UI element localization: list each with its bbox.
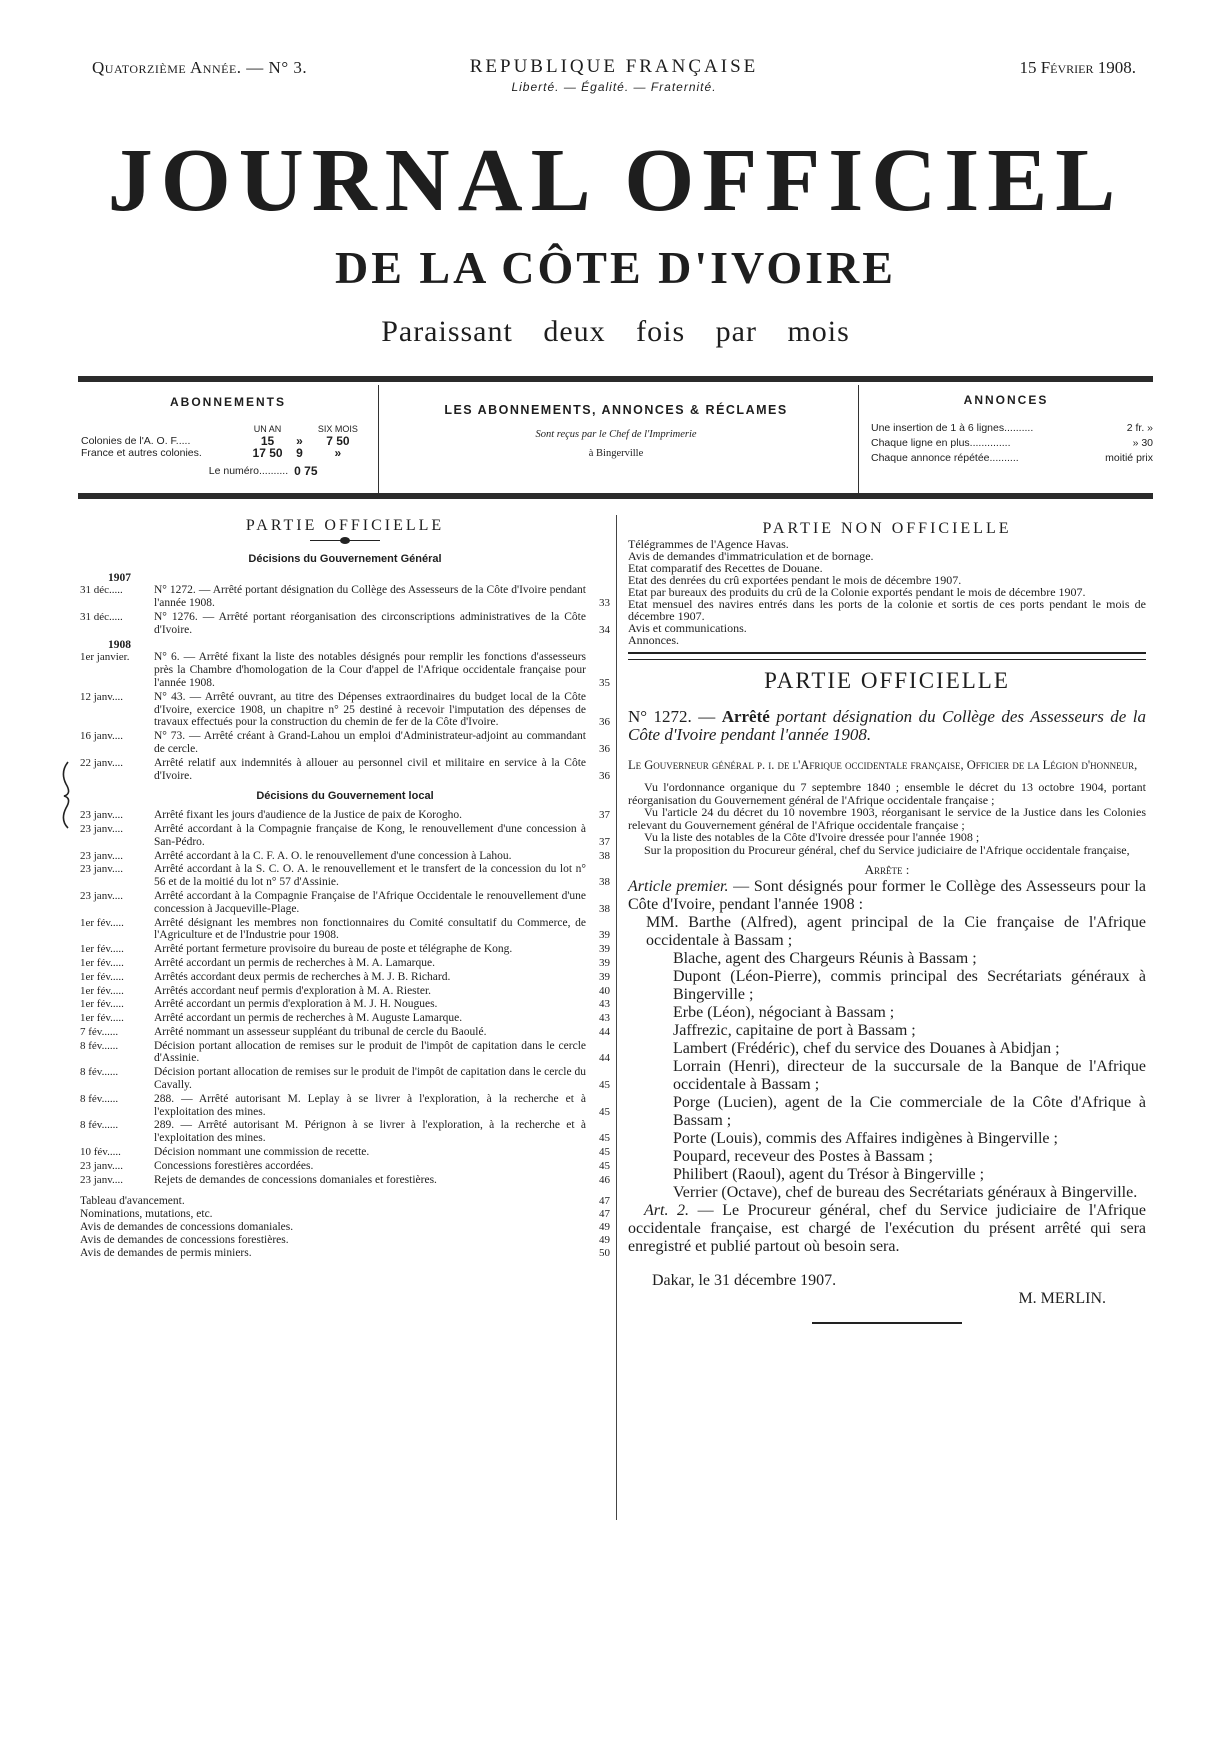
non-official-item: Télégrammes de l'Agence Havas.	[628, 537, 789, 551]
member-item: Verrier (Octave), chef de bureau des Secrétariats généraux à Bingerville.	[673, 1184, 1138, 1201]
annonce-rate-price: » 30	[1132, 437, 1153, 449]
misc-entry-page: 47	[599, 1195, 610, 1208]
considerations-list	[628, 781, 1146, 856]
toc-entry-page: 45	[599, 1146, 610, 1159]
gov-general-heading: Décisions du Gouvernement Général	[248, 552, 442, 565]
toc-entry	[80, 1012, 610, 1025]
toc-entry	[80, 1026, 610, 1039]
toc-entry-page: 43	[599, 1012, 610, 1025]
misc-entry-text: Avis de demandes de concessions domaniales.	[80, 1221, 294, 1234]
non-official-item: Annonces.	[628, 633, 679, 647]
toc-entry-text: Arrêté accordant à la C. F. A. O. le renouvellement d'une concession à Lahou.	[154, 849, 512, 862]
toc-entry-date: 8 fév......	[80, 1119, 119, 1132]
toc-entry	[80, 809, 610, 822]
toc-entry-page: 38	[599, 849, 610, 862]
gov-general-1907-list	[80, 584, 610, 636]
toc-entry-text: 288. — Arrêté autorisant M. Leplay à se livrer à l'exploration, à la recherche et à l'exploitation des mines.	[154, 1092, 586, 1118]
toc-entry	[80, 823, 610, 849]
toc-entry-text: Arrêté relatif aux indemnités à allouer au personnel civil et militaire en service à la Côte d'Ivoire.	[154, 756, 586, 782]
arrete-word-bold: Arrêté	[721, 707, 770, 726]
subscriptions-info-heading: LES ABONNEMENTS, ANNONCES & RÉCLAMES	[444, 403, 788, 417]
toc-entry-page: 39	[599, 970, 610, 983]
misc-entry	[80, 1221, 610, 1234]
toc-entry-text: Arrêté désignant les membres non fonctionnaires du Comité consultatif du Commerce, de l'Agriculture et de l'Industrie pour 1908.	[154, 916, 586, 942]
toc-entry-date: 23 janv....	[80, 822, 123, 835]
member-item: MM. Barthe (Alfred), agent principal de la Cie française de l'Afrique occidentale à Bassam ;	[646, 914, 1146, 949]
article-two-label: Art. 2.	[644, 1202, 690, 1219]
partie-non-officielle-heading: PARTIE NON OFFICIELLE	[762, 520, 1012, 537]
member-item: Lorrain (Henri), directeur de la succursale de la Banque de l'Afrique occidentale à Bassam ;	[673, 1058, 1146, 1093]
toc-entry-page: 36	[599, 742, 610, 755]
toc-entry-date: 22 janv....	[80, 756, 123, 769]
republic-block	[92, 56, 1136, 94]
toc-entry-page: 43	[599, 998, 610, 1011]
misc-entry	[80, 1195, 610, 1208]
toc-entry	[80, 1160, 610, 1173]
misc-entry-page: 49	[599, 1233, 610, 1246]
article-one-text: — Sont désignés pour former le Collège des Assesseurs pour la Côte d'Ivoire, pendant l'année 1908 :	[628, 878, 1147, 913]
article-one	[628, 878, 1146, 914]
non-official-item: Avis de demandes d'immatriculation et de bornage.	[628, 549, 874, 563]
non-official-item: Avis et communications.	[628, 621, 747, 635]
misc-list	[80, 1195, 610, 1259]
toc-entry-page: 35	[599, 676, 610, 689]
toc-entry-text: 289. — Arrêté autorisant M. Pérignon à se livrer à l'exploration, à la recherche et à l'exploitation des mines.	[154, 1119, 586, 1145]
toc-entry	[80, 651, 610, 689]
article-one-label: Article premier.	[628, 878, 729, 895]
member-item: Poupard, receveur des Postes à Bassam ;	[673, 1148, 933, 1165]
article-two-text: — Le Procureur général, chef du Service judiciaire de l'Afrique occidentale française, est chargé de l'exécution du présent arrêté qui sera enregistré et publié partout où besoin sera.	[628, 1202, 1147, 1255]
signature-block	[628, 1272, 1146, 1308]
toc-entry-date: 1er fév.....	[80, 970, 124, 983]
annonces-heading: ANNONCES	[963, 393, 1049, 407]
header-top-line	[92, 56, 1136, 94]
toc-entry	[80, 957, 610, 970]
toc-entry-text: Arrêté accordant un permis d'exploration à M. J. H. Nougues.	[154, 998, 438, 1011]
subscriptions-panel	[78, 395, 378, 477]
toc-entry-page: 38	[599, 902, 610, 915]
article-two	[628, 1202, 1146, 1256]
toc-entry	[80, 1174, 610, 1187]
governor-line: Le Gouverneur général p. i. de l'Afrique occidentale française, Officier de la Légion d'honneur,	[628, 758, 1138, 772]
toc-entry	[80, 584, 610, 610]
member-item: Porte (Louis), commis des Affaires indigènes à Bingerville ;	[673, 1130, 1058, 1147]
toc-entry-text: Arrêté fixant les jours d'audience de la Justice de paix de Korogho.	[154, 809, 462, 822]
non-official-list	[628, 538, 1146, 646]
arrete-number: N° 1272. —	[628, 707, 716, 726]
toc-entry-text: Décision nommant une commission de recette.	[154, 1146, 370, 1159]
left-column	[80, 517, 610, 1259]
toc-entry-text: Arrêté accordant un permis de recherches à M. A. Lamarque.	[154, 956, 435, 969]
toc-entry-date: 23 janv....	[80, 809, 123, 822]
member-item: Jaffrezic, capitaine de port à Bassam ;	[673, 1022, 916, 1039]
subscriptions-heading: ABONNEMENTS	[169, 395, 286, 409]
subscription-sep: 9	[296, 446, 303, 460]
subscription-label: France et autres colonies.	[81, 447, 202, 459]
toc-entry-date: 1er fév.....	[80, 984, 124, 997]
column-divider	[616, 515, 617, 1520]
toc-entry-text: Arrêté accordant à la S. C. O. A. le renouvellement et le transfert de la concession du lot n° 56 et de la moitié du lot n° 57 d'Assinie.	[154, 863, 586, 889]
toc-entry-date: 1er fév.....	[80, 1012, 124, 1025]
misc-entry	[80, 1247, 610, 1260]
issue-date: 15 Février 1908.	[1019, 58, 1136, 77]
gov-local-list	[80, 809, 610, 1186]
toc-entry-page: 36	[599, 716, 610, 729]
place-date: Dakar, le 31 décembre 1907.	[652, 1272, 837, 1289]
member-item: Dupont (Léon-Pierre), commis principal des Secrétariats généraux à Bingerville ;	[673, 968, 1146, 1003]
misc-entry-text: Avis de demandes de permis miniers.	[80, 1246, 252, 1259]
single-issue-row	[78, 465, 368, 477]
toc-entry-date: 8 fév......	[80, 1066, 119, 1079]
arrete-decree-word: Arrête :	[864, 862, 910, 877]
misc-entry-page: 50	[599, 1246, 610, 1259]
toc-entry-text: Arrêté portant fermeture provisoire du bureau de poste et télégraphe de Kong.	[154, 943, 513, 956]
member-item: Porge (Lucien), agent de la Cie commerciale de la Côte d'Afrique à Bassam ;	[673, 1094, 1146, 1129]
consideration-item: Vu l'article 24 du décret du 10 novembre 1903, réorganisant le service de la Justice dans les Colonies relevant du Gouvernement général de l'Afrique occidentale française ;	[628, 805, 1146, 832]
annonces-panel	[859, 393, 1153, 464]
misc-entry-page: 49	[599, 1221, 610, 1234]
double-rule	[628, 652, 1146, 660]
annonce-rate-price: moitié prix	[1105, 452, 1153, 464]
toc-entry-page: 44	[599, 1052, 610, 1065]
issue-number: Quatorzième Année. — N° 3.	[92, 58, 308, 77]
signature-name: M. MERLIN.	[1018, 1290, 1106, 1307]
subscription-row	[78, 435, 368, 447]
toc-entry-text: Arrêté accordant à la Compagnie Française de l'Afrique Occidentale le renouvellement d'une concession à Jacqueville-Plage.	[154, 889, 586, 915]
annonce-rate-row	[859, 437, 1153, 449]
toc-entry-date: 23 janv....	[80, 1173, 123, 1186]
subscription-box	[78, 385, 1153, 495]
annonce-rate-row	[859, 422, 1153, 434]
toc-entry-text: Rejets de demandes de concessions domaniales et forestières.	[154, 1173, 437, 1186]
consideration-item: Sur la proposition du Procureur général, chef du Service judiciaire de l'Afrique occidentale française,	[644, 842, 1130, 857]
toc-entry-date: 23 janv....	[80, 1159, 123, 1172]
toc-entry-date: 1er fév.....	[80, 956, 124, 969]
toc-entry-date: 1er fév.....	[80, 998, 124, 1011]
subscriptions-place: à Bingerville	[588, 448, 644, 459]
annonce-rate-price: 2 fr. »	[1126, 422, 1153, 434]
toc-entry-text: Arrêté accordant un permis de recherches à M. Auguste Lamarque.	[154, 1012, 463, 1025]
toc-entry	[80, 1040, 610, 1066]
toc-entry-text: Arrêtés accordant neuf permis d'exploration à M. A. Riester.	[154, 984, 432, 997]
toc-entry	[80, 943, 610, 956]
toc-entry-page: 37	[599, 835, 610, 848]
toc-entry	[80, 850, 610, 863]
toc-entry-text: N° 1272. — Arrêté portant désignation du Collège des Assesseurs de la Côte d'Ivoire pendant l'année 1908.	[154, 584, 586, 610]
toc-entry-date: 31 déc.....	[80, 584, 123, 597]
toc-entry-page: 44	[599, 1025, 610, 1038]
gov-general-1908-list	[80, 651, 610, 782]
toc-entry-page: 45	[599, 1079, 610, 1092]
toc-entry-date: 23 janv....	[80, 863, 123, 876]
toc-entry-date: 10 fév.....	[80, 1146, 121, 1159]
gov-local-heading: Décisions du Gouvernement local	[256, 790, 434, 803]
non-official-item: Etat mensuel des navires entrés dans les ports de la colonie et sortis de ces ports pendant le mois de décembre 1907.	[628, 597, 1146, 623]
misc-entry	[80, 1234, 610, 1247]
toc-entry	[80, 730, 610, 756]
toc-entry-text: Arrêtés accordant deux permis de recherches à M. J. B. Richard.	[154, 970, 451, 983]
annonce-rate-label: Une insertion de 1 à 6 lignes..........	[871, 422, 1034, 434]
consideration-item: Vu la liste des notables de la Côte d'Ivoire dressée pour l'année 1908 ;	[644, 830, 980, 844]
col-six-months: SIX MOIS	[317, 424, 358, 434]
toc-entry-date: 23 janv....	[80, 889, 123, 902]
toc-entry-date: 7 fév......	[80, 1025, 119, 1038]
toc-entry-text: Arrêté accordant à la Compagnie française de Kong, le renouvellement d'une concession à San-Pédro.	[154, 822, 586, 848]
toc-entry-page: 37	[599, 809, 610, 822]
toc-entry	[80, 1146, 610, 1159]
toc-entry-page: 38	[599, 876, 610, 889]
toc-entry-page: 45	[599, 1132, 610, 1145]
non-official-item: Etat par bureaux des produits du crû de la Colonie exportés pendant le mois de décembre 1907.	[628, 585, 1086, 599]
col-one-year: UN AN	[253, 424, 282, 434]
toc-entry	[80, 917, 610, 943]
toc-entry-text: Décision portant allocation de remises sur le produit de l'impôt de capitation dans le cercle d'Assinie.	[154, 1039, 586, 1065]
toc-entry-date: 1er fév.....	[80, 943, 124, 956]
journal-subtitle: DE LA CÔTE D'IVOIRE	[335, 242, 896, 293]
toc-entry-page: 33	[599, 597, 610, 610]
toc-entry-page: 40	[599, 984, 610, 997]
misc-entry	[80, 1208, 610, 1221]
end-rule	[812, 1322, 962, 1324]
subscription-sep: »	[296, 434, 303, 448]
subscriptions-table	[78, 423, 368, 477]
single-issue-label: Le numéro..........	[208, 465, 289, 477]
subscription-label: Colonies de l'A. O. F.....	[81, 435, 191, 447]
toc-entry	[80, 691, 610, 729]
member-item: Erbe (Léon), négociant à Bassam ;	[673, 1004, 895, 1021]
header-top-rule	[78, 376, 1153, 382]
member-item: Lambert (Frédéric), chef du service des Douanes à Abidjan ;	[673, 1040, 1060, 1057]
toc-entry-date: 12 janv....	[80, 690, 123, 703]
year-label: 1907	[108, 571, 131, 584]
toc-entry-date: 1er janvier.	[80, 651, 130, 664]
misc-entry-text: Nominations, mutations, etc.	[80, 1208, 213, 1221]
toc-entry	[80, 971, 610, 984]
subscriptions-received: Sont reçus par le Chef de l'Imprimerie	[535, 429, 697, 440]
single-issue-price: 0 75	[294, 464, 318, 478]
toc-entry-date: 23 janv....	[80, 849, 123, 862]
toc-entry-text: Arrêté nommant un assesseur suppléant du tribunal de cercle du Baoulé.	[154, 1025, 487, 1038]
toc-entry-page: 45	[599, 1159, 610, 1172]
toc-entry-page: 34	[599, 623, 610, 636]
toc-entry-page: 39	[599, 929, 610, 942]
republic-label: REPUBLIQUE FRANÇAISE	[469, 56, 759, 77]
toc-entry	[80, 611, 610, 637]
toc-entry-text: N° 6. — Arrêté fixant la liste des notables désignés pour remplir les fonctions d'assesseurs près la Chambre d'homologation de la Cour d'appel de l'Afrique occidentale française pour l'année 1908.	[154, 651, 586, 689]
misc-entry-text: Avis de demandes de concessions forestières.	[80, 1233, 289, 1246]
toc-entry-date: 16 janv....	[80, 730, 123, 743]
toc-entry-text: N° 43. — Arrêté ouvrant, au titre des Dépenses extraordinaires du budget local de la Côte d'Ivoire, exercice 1908, un chapitre n° 25 destiné à recevoir l'imputation des dépenses de travaux effectués pour la construction du chemin de fer de la Côte d'Ivoire.	[154, 690, 586, 729]
journal-title: JOURNAL OFFICIEL	[107, 131, 1124, 230]
toc-entry	[80, 863, 610, 889]
member-item: Blache, agent des Chargeurs Réunis à Bassam ;	[673, 950, 977, 967]
toc-entry-page: 45	[599, 1105, 610, 1118]
subscription-six-price: »	[334, 446, 342, 460]
toc-entry-date: 1er fév.....	[80, 916, 124, 929]
header-bottom-rule	[78, 493, 1153, 499]
toc-entry-text: N° 73. — Arrêté créant à Grand-Lahou un emploi d'Administrateur-adjoint au commandant de cercle.	[154, 730, 586, 755]
toc-entry-page: 39	[599, 956, 610, 969]
toc-entry	[80, 1066, 610, 1092]
annonce-rate-label: Chaque annonce répétée..........	[871, 452, 1019, 464]
toc-entry-text: Concessions forestières accordées.	[154, 1159, 314, 1172]
member-item: Philibert (Raoul), agent du Trésor à Bingerville ;	[673, 1166, 985, 1183]
toc-entry-page: 39	[599, 943, 610, 956]
toc-entry-page: 36	[599, 769, 610, 782]
arrete-subject: portant désignation du Collège des Assesseurs de la Côte d'Ivoire pendant l'année 1908.	[628, 707, 1146, 744]
subscription-year-price: 15	[260, 434, 275, 448]
subscription-row	[78, 447, 368, 459]
toc-entry-text: Décision portant allocation de remises sur le produit de l'impôt de capitation dans le cercle du Cavally.	[154, 1066, 586, 1092]
arrete-title	[628, 708, 1146, 744]
toc-entry-date: 8 fév......	[80, 1092, 119, 1105]
year-label: 1908	[108, 638, 131, 651]
non-official-item: Etat des denrées du crû exportées pendant le mois de décembre 1907.	[628, 573, 962, 587]
margin-bracket-mark	[58, 760, 72, 830]
partie-officielle-heading: PARTIE OFFICIELLE	[245, 517, 445, 534]
toc-entry	[80, 890, 610, 916]
right-column	[628, 520, 1146, 1324]
toc-entry	[80, 1119, 610, 1145]
subscriptions-info	[378, 403, 854, 459]
consideration-item: Vu l'ordonnance organique du 7 septembre 1840 ; ensemble le décret du 13 octobre 1904, portant réorganisation du Gouvernement général de l'Afrique occidentale française ;	[628, 780, 1146, 807]
annonce-rate-label: Chaque ligne en plus..............	[871, 437, 1011, 449]
partie-officielle-title: PARTIE OFFICIELLE	[764, 668, 1010, 693]
non-official-item: Etat comparatif des Recettes de Douane.	[628, 561, 823, 575]
subscription-year-price: 17 50	[252, 446, 283, 460]
toc-entry	[80, 998, 610, 1011]
toc-entry	[80, 1093, 610, 1119]
journal-tagline: Paraissant deux fois par mois	[381, 315, 850, 348]
misc-entry-text: Tableau d'avancement.	[80, 1195, 185, 1208]
toc-entry-date: 31 déc.....	[80, 610, 123, 623]
toc-entry-text: N° 1276. — Arrêté portant réorganisation des circonscriptions administratives de la Côte d'Ivoire.	[154, 610, 586, 636]
toc-entry-page: 46	[599, 1173, 610, 1186]
annonce-rate-row	[859, 452, 1153, 464]
republic-motto: Liberté. — Égalité. — Fraternité.	[511, 80, 717, 94]
misc-entry-page: 47	[599, 1208, 610, 1221]
toc-entry	[80, 757, 610, 783]
members-list	[628, 914, 1146, 1202]
subscription-six-price: 7 50	[326, 434, 350, 448]
ornament-divider	[310, 537, 380, 545]
toc-entry	[80, 985, 610, 998]
toc-entry-date: 8 fév......	[80, 1039, 119, 1052]
